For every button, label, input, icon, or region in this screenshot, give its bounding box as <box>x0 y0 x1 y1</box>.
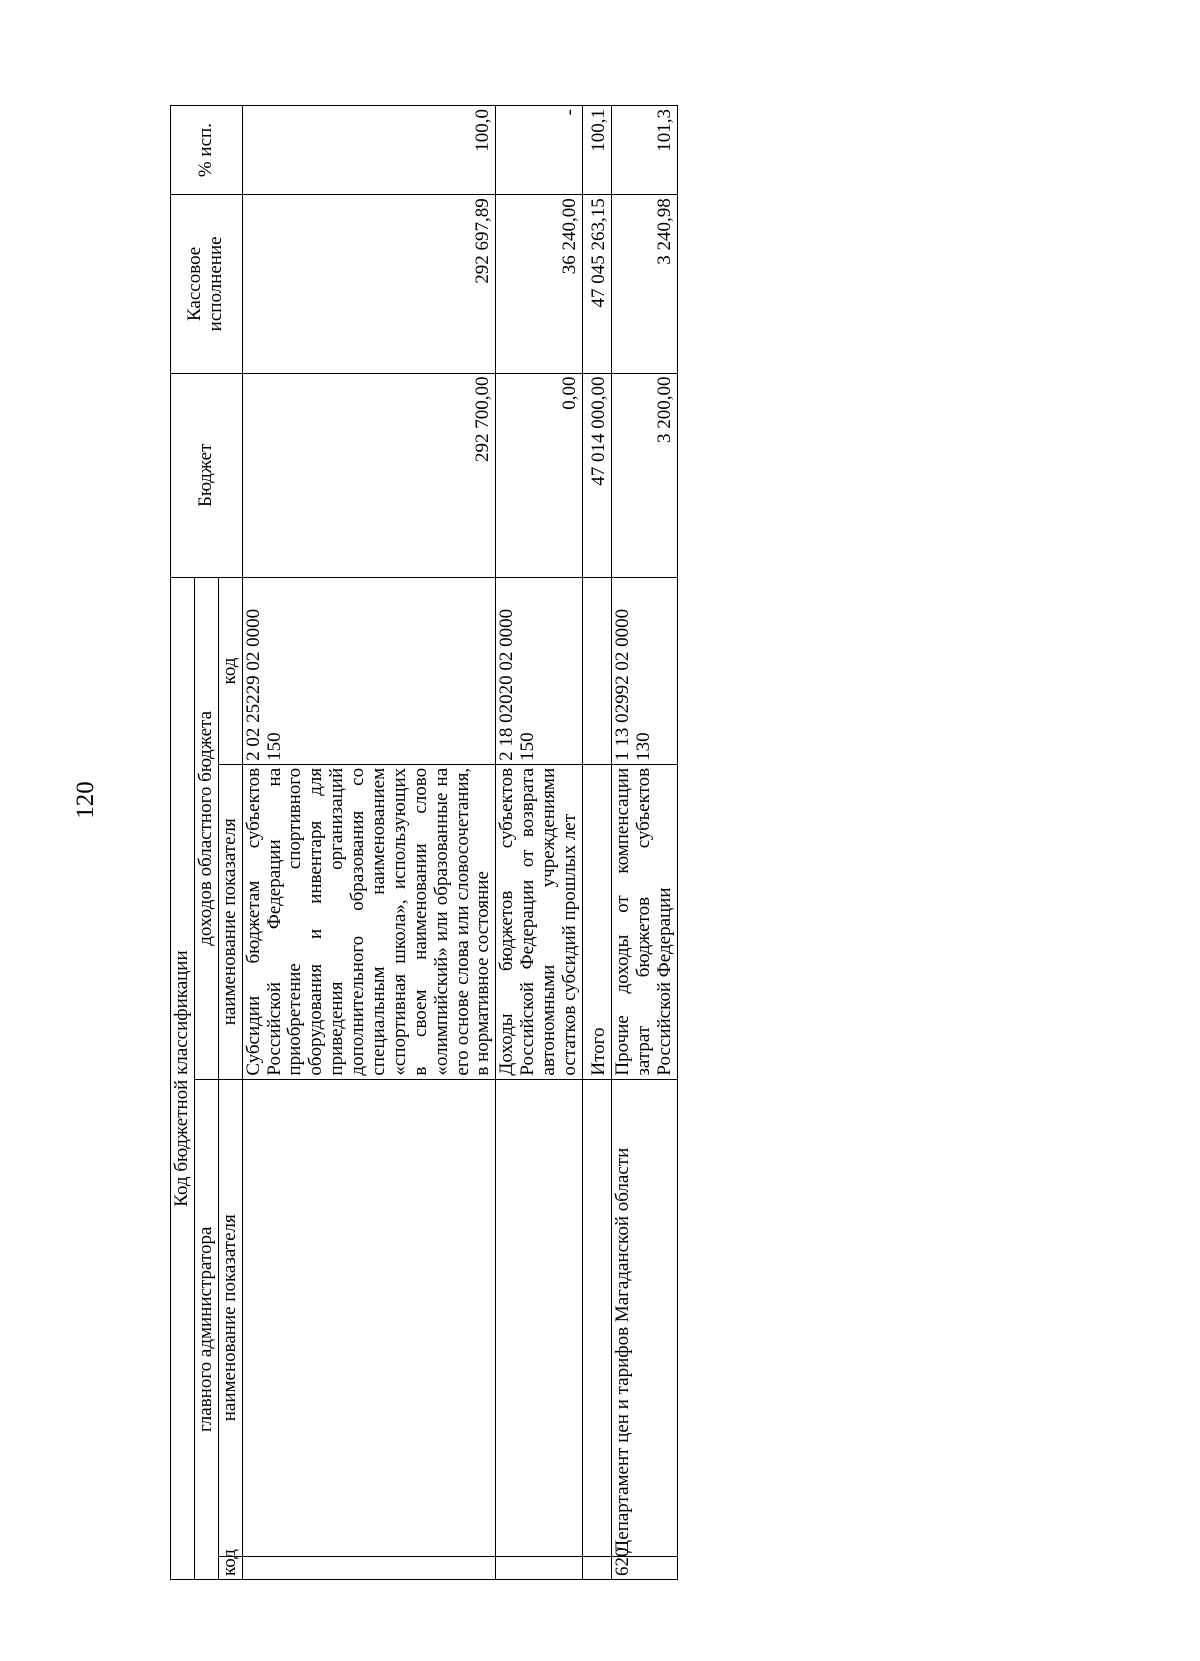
row-budget: 3 200,00 <box>611 373 677 578</box>
row-admin-code: 620 <box>611 1556 677 1579</box>
income-group-header: доходов областного бюджета <box>194 578 218 1079</box>
row-income-code: 2 18 02020 02 0000 150 <box>496 578 583 765</box>
table-row <box>611 106 677 1580</box>
income-name-header: наименование показателя <box>218 764 242 1079</box>
row-admin-name <box>582 1079 611 1556</box>
row-pct: 101,3 <box>611 106 677 195</box>
row-income-name: Субсидии бюджетам субъектов Российской Федерации на приобретение спортивного оборудования и инвентаря для приведения организаций дополнительного образования со специальным наименованием «спортивная школа», использующих в своем наименовании слово «олимпийский» или образованные на его основе слова или словосочетания, в нормативное состояние <box>242 764 496 1079</box>
row-income-name: Прочие доходы от компенсации затрат бюджетов субъектов Российской Федерации <box>611 764 677 1079</box>
budget-header: Бюджет <box>171 373 243 578</box>
row-income-code: 1 13 02992 02 0000 130 <box>611 578 677 765</box>
row-pct: 100,1 <box>582 106 611 195</box>
row-income-name: Доходы бюджетов субъектов Российской Федерации от возврата автономными учреждениями остатков субсидий прошлых лет <box>496 764 583 1079</box>
row-admin-name <box>242 1079 496 1556</box>
row-budget: 47 014 000,00 <box>582 373 611 578</box>
row-admin-name: Департамент цен и тарифов Магаданской области <box>611 1079 677 1556</box>
table-row <box>242 106 496 1580</box>
row-admin-code <box>242 1556 496 1579</box>
rotated-table-container <box>170 105 820 1580</box>
table-row-total <box>582 106 611 1580</box>
row-budget: 292 700,00 <box>242 373 496 578</box>
row-income-code: 2 02 25229 02 0000 150 <box>242 578 496 765</box>
row-pct: - <box>496 106 583 195</box>
row-income-code <box>582 578 611 765</box>
row-kass: 3 240,98 <box>611 195 677 373</box>
row-income-name: Итого <box>582 764 611 1079</box>
row-admin-name <box>496 1079 583 1556</box>
admin-code-header: код <box>218 1556 242 1579</box>
row-pct: 100,0 <box>242 106 496 195</box>
admin-group-header: главного администратора <box>194 1079 218 1579</box>
pct-header: % исп. <box>171 106 243 195</box>
kass-header: Кассовое исполнение <box>171 195 243 373</box>
row-budget: 0,00 <box>496 373 583 578</box>
table-row <box>496 106 583 1580</box>
page-number: 120 <box>72 781 99 819</box>
row-kass: 292 697,89 <box>242 195 496 373</box>
budget-table <box>170 105 678 1580</box>
income-code-header: код <box>218 578 242 765</box>
admin-name-header: наименование показателя <box>218 1079 242 1556</box>
row-kass: 36 240,00 <box>496 195 583 373</box>
row-kass: 47 045 263,15 <box>582 195 611 373</box>
kbk-group-header: Код бюджетной классификации <box>171 578 195 1580</box>
row-admin-code <box>496 1556 583 1579</box>
row-admin-code <box>582 1556 611 1579</box>
